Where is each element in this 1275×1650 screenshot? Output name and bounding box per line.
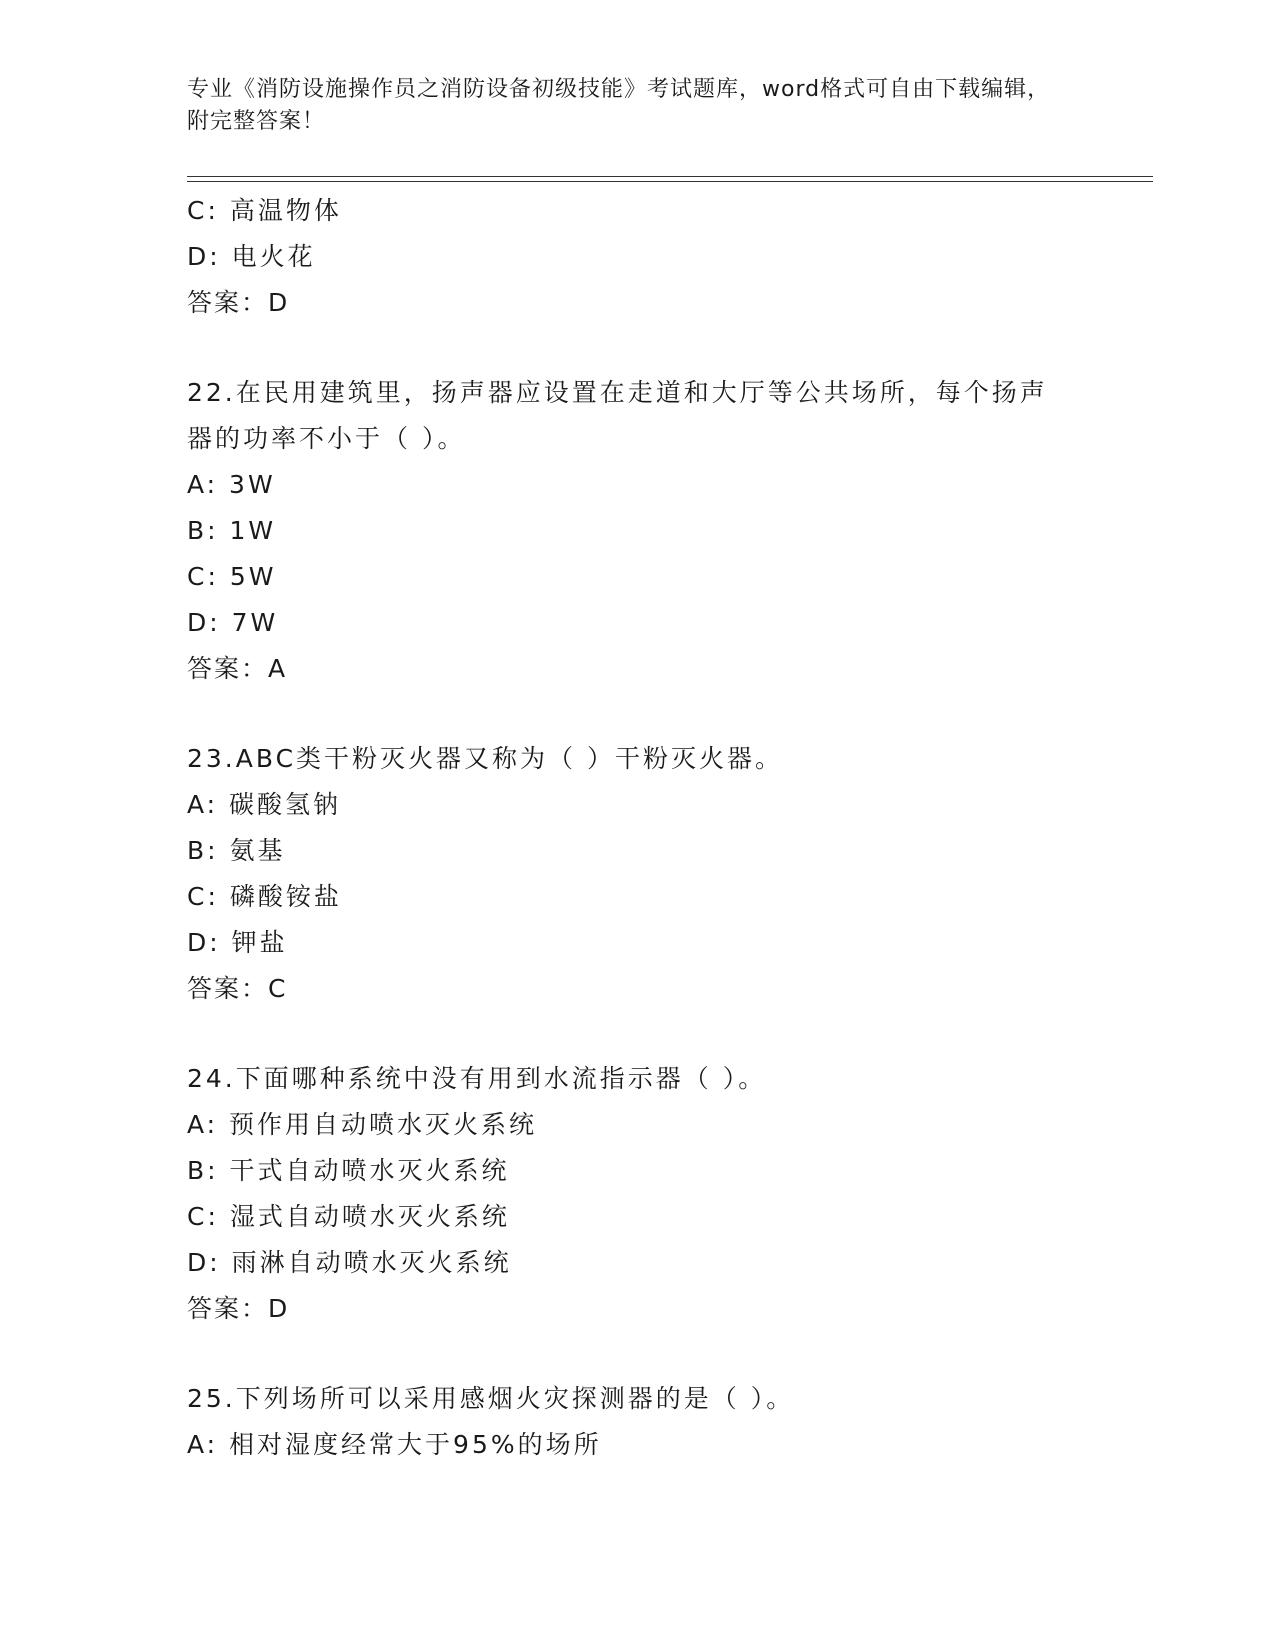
option-line: C: 磷酸铵盐 [187,882,342,911]
document-header: 专业《消防设施操作员之消防设备初级技能》考试题库，word格式可自由下载编辑，附完整答案！ [187,77,1051,134]
option-line: A: 相对湿度经常大于95%的场所 [187,1430,602,1459]
answer-line: 答案：D [187,1294,290,1323]
option-line: B: 1W [187,516,277,545]
question-list [187,188,1107,1468]
option-line: A: 3W [187,470,276,499]
answer-line: 答案：C [187,974,288,1003]
question-text: 器的功率不小于（ ）。 [187,424,466,453]
option-line: D: 电火花 [187,242,316,271]
option-line: B: 干式自动喷水灭火系统 [187,1156,510,1185]
spacer [187,1332,1107,1376]
option-line: A: 预作用自动喷水灭火系统 [187,1110,538,1139]
spacer [187,326,1107,370]
option-line: C: 高温物体 [187,196,342,225]
option-line: C: 湿式自动喷水灭火系统 [187,1202,510,1231]
option-line: D: 7W [187,608,279,637]
option-line: B: 氨基 [187,836,286,865]
option-line: D: 雨淋自动喷水灭火系统 [187,1248,512,1277]
question-text: 25.下列场所可以采用感烟火灾探测器的是（ ）。 [187,1384,795,1413]
answer-line: 答案：D [187,288,290,317]
answer-line: 答案：A [187,654,288,683]
header-divider-bottom [187,181,1153,182]
question-text: 24.下面哪种系统中没有用到水流指示器（ ）。 [187,1064,767,1093]
option-line: C: 5W [187,562,277,591]
question-text: 23.ABC类干粉灭火器又称为（ ）干粉灭火器。 [187,744,783,773]
option-line: A: 碳酸氢钠 [187,790,342,819]
question-text: 22.在民用建筑里，扬声器应设置在走道和大厅等公共场所，每个扬声 [187,378,1048,407]
option-line: D: 钾盐 [187,928,288,957]
spacer [187,692,1107,736]
header-divider-top [187,176,1153,177]
spacer [187,1012,1107,1056]
